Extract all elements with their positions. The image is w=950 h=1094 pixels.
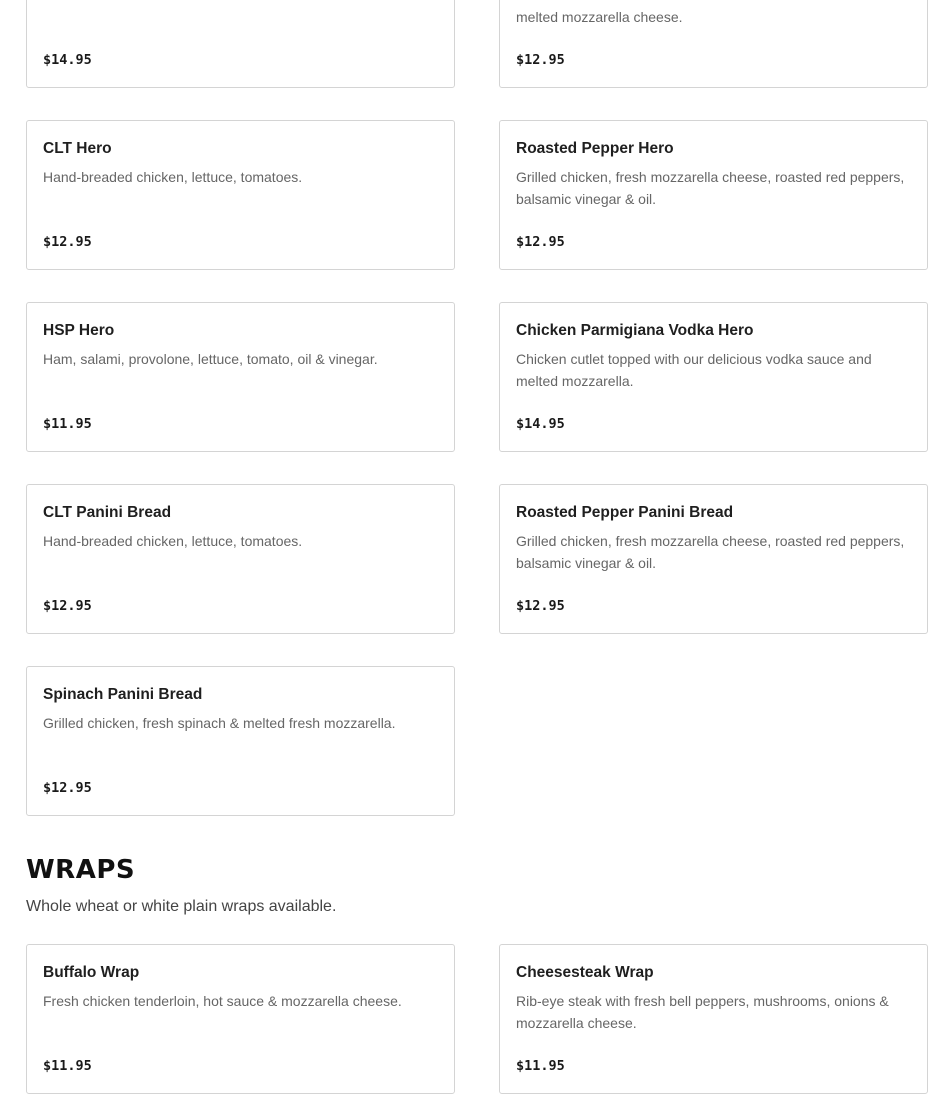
menu-item-name: CLT Hero	[43, 140, 112, 157]
menu-item-card[interactable]	[26, 302, 455, 452]
menu-item-price: $12.95	[516, 52, 565, 68]
menu-item-price: $11.95	[516, 1058, 565, 1074]
menu-item-description: Chicken cutlet topped with our delicious vodka sauce and melted mozzarella.	[516, 351, 872, 389]
menu-item-description: Grilled chicken, fresh mozzarella cheese, roasted red peppers, balsamic vinegar & oil.	[516, 169, 905, 207]
menu-item-description: Hand-breaded chicken, lettuce, tomatoes.	[43, 533, 303, 549]
menu-item-name: HSP Hero	[43, 322, 115, 339]
menu-item-description: Fresh chicken tenderloin, hot sauce & mozzarella cheese.	[43, 993, 402, 1009]
menu-item-description: melted mozzarella cheese.	[516, 9, 683, 25]
menu-item-price: $12.95	[43, 234, 92, 250]
menu-item-card[interactable]	[499, 944, 928, 1094]
menu-item-card[interactable]	[26, 120, 455, 270]
section-heading-wraps: WRAPS	[26, 855, 136, 885]
menu-item-price: $12.95	[516, 598, 565, 614]
menu-item-price: $14.95	[516, 416, 565, 432]
menu-item-name: Spinach Panini Bread	[43, 686, 203, 703]
menu-item-price: $11.95	[43, 416, 92, 432]
menu-item-name: CLT Panini Bread	[43, 504, 172, 521]
menu-item-price: $12.95	[43, 780, 92, 796]
menu-item-card[interactable]	[499, 0, 928, 88]
section-note: Whole wheat or white plain wraps available.	[26, 898, 337, 915]
menu-item-card[interactable]	[26, 484, 455, 634]
menu-item-card[interactable]	[499, 302, 928, 452]
menu-item-name: Roasted Pepper Hero	[516, 140, 674, 157]
menu-item-price: $12.95	[43, 598, 92, 614]
menu-item-description: Hand-breaded chicken, lettuce, tomatoes.	[43, 169, 303, 185]
menu-item-card[interactable]	[26, 666, 455, 816]
menu-item-description: Grilled chicken, fresh spinach & melted fresh mozzarella.	[43, 715, 396, 731]
menu-item-name: Buffalo Wrap	[43, 964, 140, 981]
menu-item-name: Chicken Parmigiana Vodka Hero	[516, 322, 754, 339]
menu-item-name: Cheesesteak Wrap	[516, 964, 654, 981]
menu-item-description: Ham, salami, provolone, lettuce, tomato, oil & vinegar.	[43, 351, 378, 367]
menu-item-card[interactable]	[499, 120, 928, 270]
menu-item-card[interactable]	[26, 0, 455, 88]
menu-item-description: Grilled chicken, fresh mozzarella cheese, roasted red peppers, balsamic vinegar & oil.	[516, 533, 905, 571]
menu-item-card[interactable]	[26, 944, 455, 1094]
menu-item-card[interactable]	[499, 484, 928, 634]
menu-item-price: $14.95	[43, 52, 92, 68]
menu-item-description: Rib-eye steak with fresh bell peppers, mushrooms, onions & mozzarella cheese.	[516, 993, 889, 1031]
menu-item-price: $11.95	[43, 1058, 92, 1074]
menu-item-name: Roasted Pepper Panini Bread	[516, 504, 734, 521]
menu-item-price: $12.95	[516, 234, 565, 250]
